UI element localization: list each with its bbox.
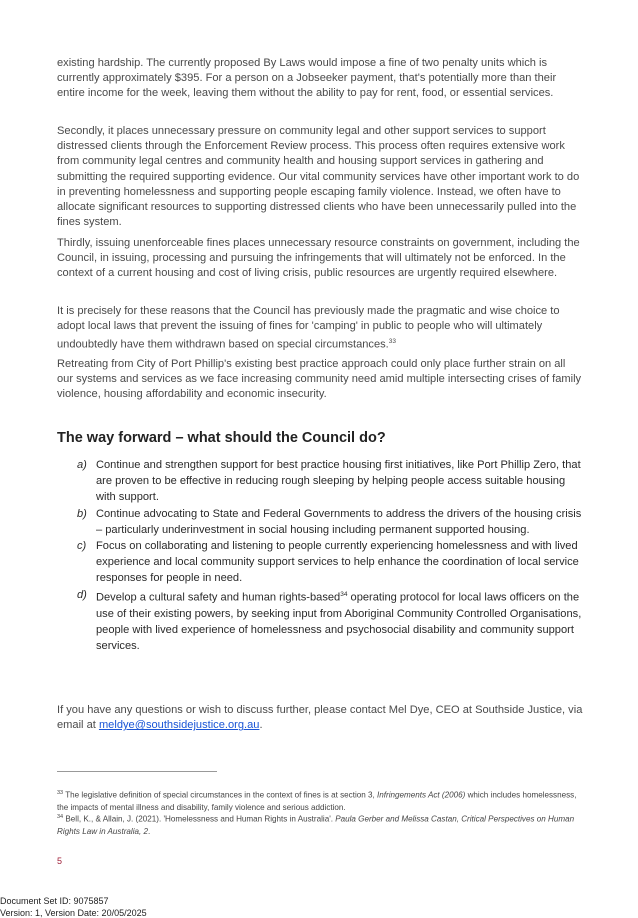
list-item-text: Focus on collaborating and listening to people currently experiencing homelessness and with lived experience and local community support services to help enhance the coordination of local service responses for people in need. (96, 540, 579, 585)
paragraph-retreating: Retreating from City of Port Phillip's existing best practice approach could only place further strain on all our systems and services as we face increasing community need amid multiple intersecting crises of family violence, housing affordability and economic insecurity. (57, 358, 582, 401)
list-item-text: Continue and strengthen support for best practice housing first initiatives, like Port Phillip Zero, that are proven to be effective in reducing rough sleeping by helping people access suitable housing with support. (96, 459, 581, 504)
paragraph-reasons-text: It is precisely for these reasons that the Council has previously made the pragmatic and wise choice to adopt local laws that prevent the issuing of fines for 'camping' in public to people who will ultimately undoubtedly have them withdrawn based on special circumstances. (57, 305, 560, 352)
footnote-34 (57, 811, 583, 838)
paragraph-hardship: existing hardship. The currently proposed By Laws would impose a fine of two penalty units which is currently approximately $395. For a person on a Jobseeker payment, that's potentially more than their entire income for the week, leaving them without the ability to pay for rent, food, or essential services. (57, 57, 557, 100)
footnote-ref-34[interactable]: 34 (340, 590, 348, 598)
footnote-divider (57, 771, 217, 772)
footnote-text: Bell, K., & Allain, J. (2021). 'Homelessness and Human Rights in Australia'. (63, 814, 336, 824)
list-marker: c) (77, 540, 87, 553)
paragraph-secondly: Secondly, it places unnecessary pressure on community legal and other support services to support distressed clients through the Enforcement Review process. This process often requires extensive work from community legal centres and community health and housing support services in gathering and submitting the required supporting evidence. Our vital community services have other important work to do in preventing homelessness and supporting people escaping family violence. Instead, we often have to allocate significant resources to supporting distressed clients who have been unnecessarily pulled into the fines system. (57, 125, 580, 229)
paragraph-thirdly: Thirdly, issuing unenforceable fines places unnecessary resource constraints on government, including the Council, in issuing, processing and pursuing the infringements that will ultimately not be enforced. In the context of a current housing and cost of living crisis, public resources are urgently required elsewhere. (57, 237, 580, 280)
paragraph-reasons (57, 304, 583, 353)
footnote-text-cont: . (148, 826, 151, 836)
footnote-ref-33[interactable]: 33 (388, 338, 397, 346)
list-item-text-cont: operating protocol for local laws officers on the use of their existing powers, by seeking input from Aboriginal Community Controlled Organisations, people with lived experience of homelessness and psychosocial disability and community support services. (96, 591, 582, 652)
list-marker: a) (77, 459, 87, 471)
footnote-text-cont: which includes homelessness, the impacts of mental illness and disability, family violence and serious addiction. (57, 790, 577, 812)
email-link[interactable]: meldye@southsidejustice.org.au (98, 719, 260, 732)
footnote-italic: Paula Gerber and Melissa Castan, Critical Perspectives on Human Rights Law in Australia, 2 (57, 814, 575, 836)
document-id: Document Set ID: 9075857 (0, 896, 109, 906)
footnote-number: 33 (57, 790, 64, 796)
list-item (57, 457, 587, 506)
footnote-number: 34 (57, 814, 64, 820)
page-number: 5 (57, 856, 63, 866)
contact-text: If you have any questions or wish to discuss further, please contact Mel Dye, CEO at Southside Justice, via email at (57, 704, 583, 732)
list-item (57, 506, 587, 538)
recommendations-list (57, 457, 587, 654)
list-item (57, 538, 587, 587)
list-item (57, 587, 587, 655)
list-marker: d) (77, 588, 87, 601)
footnote-italic: Infringements Act (2006) (377, 790, 466, 800)
section-heading: The way forward – what should the Council do? (57, 430, 386, 446)
contact-paragraph (57, 703, 583, 733)
list-marker: b) (77, 507, 87, 520)
version-line: Version: 1, Version Date: 20/05/2025 (0, 908, 147, 918)
footnote-text: The legislative definition of special circumstances in the context of fines is at section 3, (63, 790, 377, 800)
list-item-text: Develop a cultural safety and human rights-based (96, 591, 341, 604)
contact-end: . (259, 719, 263, 732)
list-item-text: Continue advocating to State and Federal Governments to address the drivers of the housing crisis – particularly underinvestment in social housing including permanent supported housing. (96, 507, 582, 536)
